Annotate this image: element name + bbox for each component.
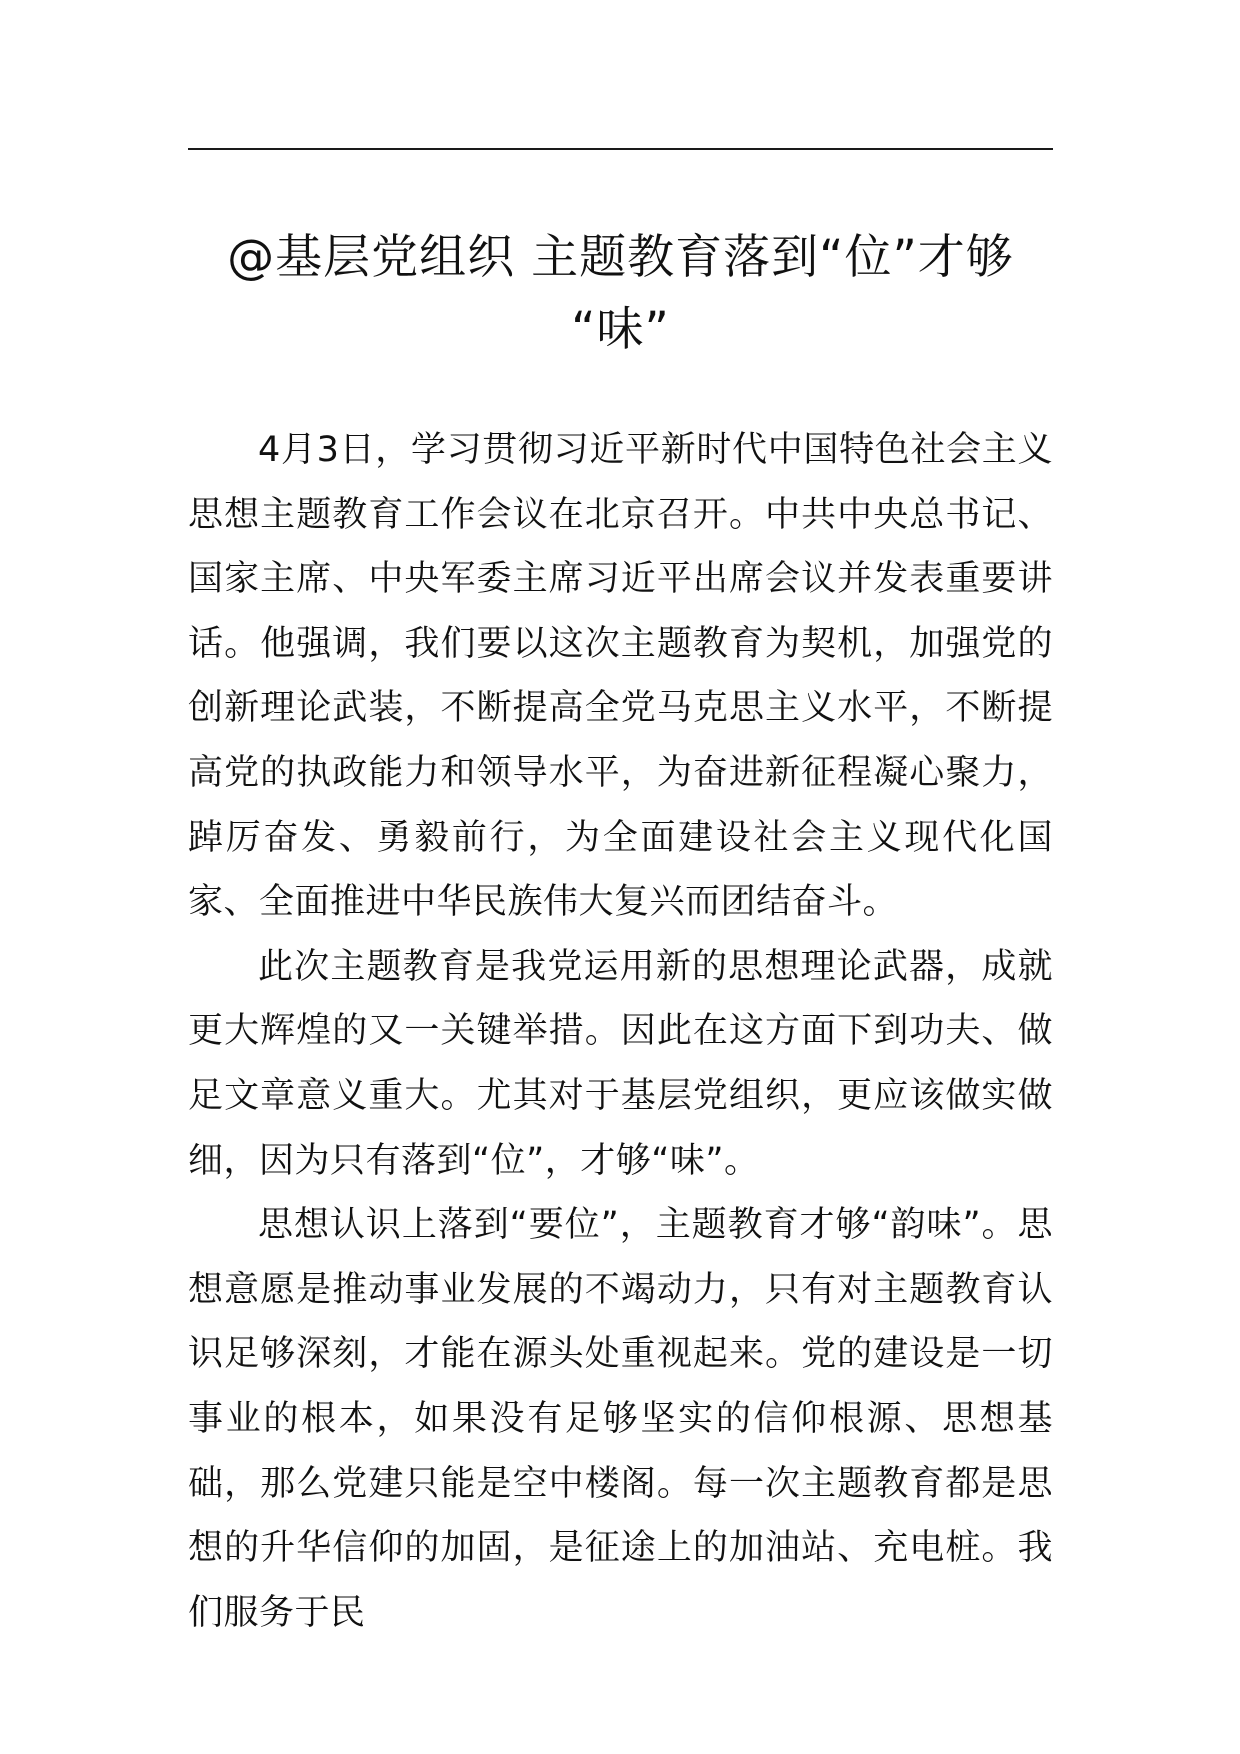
paragraph-3: 思想认识上落到“要位”，主题教育才够“韵味”。思想意愿是推动事业发展的不竭动力，只有对主题教育认识足够深刻，才能在源头处重视起来。党的建设是一切事业的根本，如果没有足够坚实的信仰根源、思想基础，那么党建只能是空中楼阁。每一次主题教育都是思想的升华信仰的加固，是征途上的加油站、充电桩。我们服务于民 [188, 1205, 1053, 1633]
paragraph-2: 此次主题教育是我党运用新的思想理论武器，成就更大辉煌的又一关键举措。因此在这方面下到功夫、做足文章意义重大。尤其对于基层党组织，更应该做实做细，因为只有落到“位”，才够“味”。 [188, 946, 1053, 1181]
title-line-2: “味” [571, 302, 670, 357]
header-rule [188, 148, 1053, 150]
title-line-1: @基层党组织 主题教育落到“位”才够 [227, 230, 1014, 285]
document-body [188, 418, 1053, 1645]
paragraph-1: 4月3日，学习贯彻习近平新时代中国特色社会主义思想主题教育工作会议在北京召开。中共中央总书记、国家主席、中央军委主席习近平出席会议并发表重要讲话。他强调，我们要以这次主题教育为契机，加强党的创新理论武装，不断提高全党马克思主义水平，不断提高党的执政能力和领导水平，为奋进新征程凝心聚力，踔厉奋发、勇毅前行，为全面建设社会主义现代化国家、全面推进中华民族伟大复兴而团结奋斗。 [188, 430, 1053, 923]
document-title [188, 222, 1053, 366]
